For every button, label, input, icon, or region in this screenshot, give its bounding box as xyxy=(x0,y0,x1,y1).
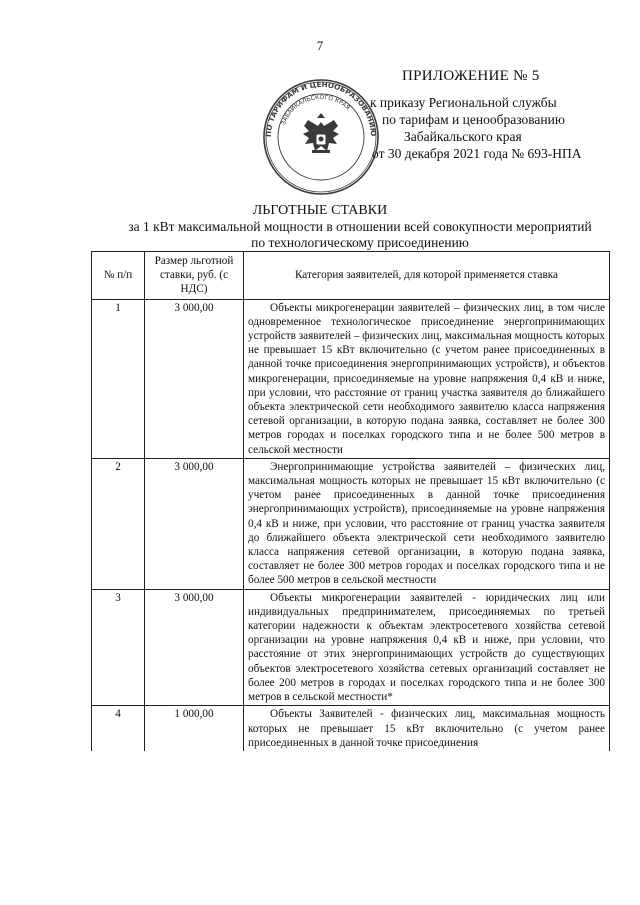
row-rate: 1 000,00 xyxy=(145,706,244,751)
appendix-label: ПРИЛОЖЕНИЕ № 5 xyxy=(402,68,540,84)
row-rate: 3 000,00 xyxy=(145,458,244,589)
row-rate: 3 000,00 xyxy=(145,589,244,706)
row-rate: 3 000,00 xyxy=(145,299,244,458)
row-num: 1 xyxy=(92,299,145,458)
order-line-2: по тарифам и ценообразованию xyxy=(382,112,565,127)
table-row xyxy=(92,706,610,751)
row-category: Объекты микрогенерации заявителей – физических лиц, в том числе одновременное технологическое присоединение энергопринимающих устройств заявителей – физических лиц, максимальная мощность которых не превышает 15 кВт включительно (с учетом ранее присоединенных в данной точке присоединения энергопринимающих устройств), и объектов микрогенерации, присоединяемые на уровне напряжения 0,4 кВ и ниже, при условии, что расстояние от границ участка заявителя до ближайшего объекта электрической сети необходимого заявителю класса напряжения сетевой организации, в которую подана заявка, составляет не более 300 метров городах и поселках городского типа и не более 500 метров в сельской местности xyxy=(244,299,610,458)
table-row xyxy=(92,589,610,706)
row-num: 2 xyxy=(92,458,145,589)
row-num: 4 xyxy=(92,706,145,751)
header-category: Категория заявителей, для которой применяется ставка xyxy=(244,252,610,300)
document-title: ЛЬГОТНЫЕ СТАВКИ xyxy=(252,203,388,218)
order-reference xyxy=(370,94,582,162)
table-row xyxy=(92,299,610,458)
page-number: 7 xyxy=(316,38,324,53)
document-subtitle xyxy=(90,219,630,251)
subtitle-line-1: за 1 кВт максимальной мощности в отношении всей совокупности мероприятий xyxy=(128,219,592,234)
order-line-4: от 30 декабря 2021 года № 693-НПА xyxy=(372,146,582,161)
table-header-row xyxy=(92,252,610,300)
order-line-1: к приказу Региональной службы xyxy=(370,95,557,110)
row-category: Объекты микрогенерации заявителей - юридических лиц или индивидуальных предпринимателем, присоединяемых по третьей категории надежности к объектам электросетевого хозяйства сетевой организации на уровне напряжения 0,4 кВ и ниже, при условии, что расстояние от этих энергопринимающих устройств до существующих объектов электросетевого хозяйства сетевых организаций составляет не более 200 метров в городах и поселках городского типа и не более 300 метров в сельской местности* xyxy=(244,589,610,706)
header-rate: Размер льготной ставки, руб. (с НДС) xyxy=(145,252,244,300)
table-row xyxy=(92,458,610,589)
official-seal-icon xyxy=(262,78,380,196)
seal-inner-text: ЗАБАЙКАЛЬСКОГО КРАЯ xyxy=(280,93,352,126)
seal-outer-text: ПО ТАРИФАМ И ЦЕНООБРАЗОВАНИЮ xyxy=(263,79,379,138)
rates-table xyxy=(91,251,610,751)
order-line-3: Забайкальского края xyxy=(404,129,522,144)
row-category: Объекты Заявителей - физических лиц, максимальная мощность которых не превышает 15 кВт включительно (с учетом ранее присоединенных в данной точке присоединения xyxy=(244,706,610,751)
row-num: 3 xyxy=(92,589,145,706)
row-category: Энергопринимающие устройства заявителей – физических лиц, максимальная мощность которых не превышает 15 кВт включительно (с учетом ранее присоединенных в данной точке присоединения энергопринимающих устройств), присоединяемые на уровне напряжения 0,4 кВ и ниже, при условии, что расстояние от границ участка заявителя до ближайшего объекта электрической сети необходимого заявителю класса напряжения сетевой организации, в которую подана заявка, составляет не более 300 метров городах и поселках городского типа и не более 500 метров в сельской местности xyxy=(244,458,610,589)
header-num: № п/п xyxy=(92,252,145,300)
eagle-emblem-icon xyxy=(303,113,339,153)
subtitle-line-2: по технологическому присоединению xyxy=(251,235,469,250)
